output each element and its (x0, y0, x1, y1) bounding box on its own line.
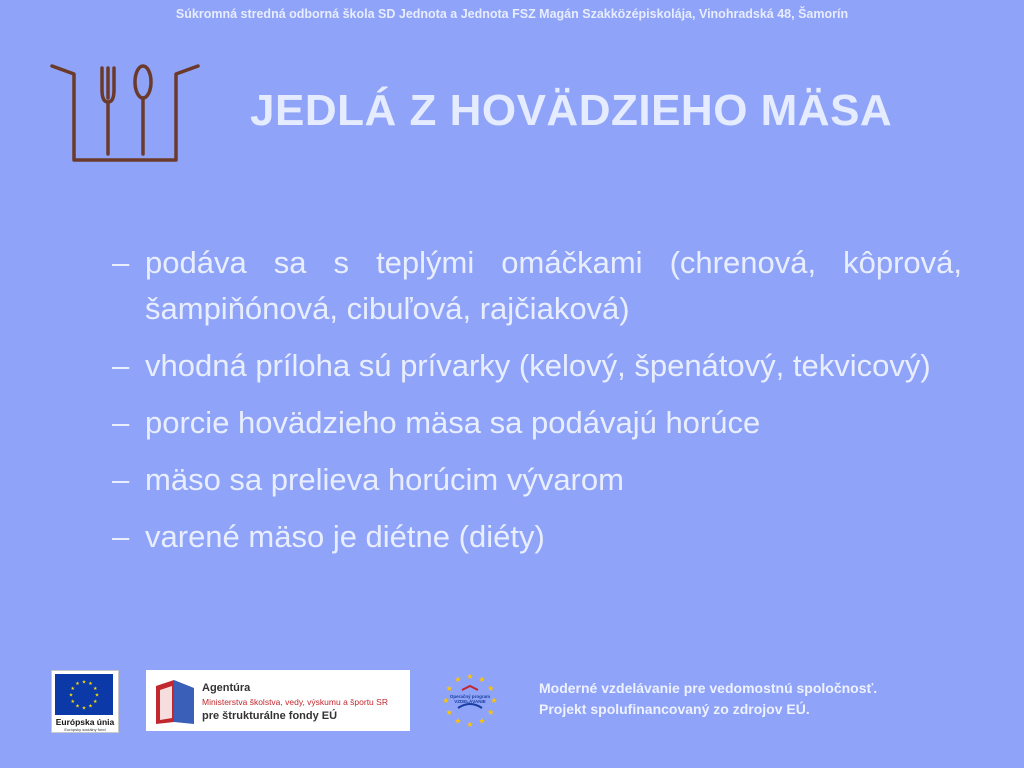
star-icon: ★ (70, 685, 75, 692)
bullet-item (112, 400, 962, 446)
star-icon: ★ (68, 692, 74, 699)
bullet-marker: – (112, 405, 130, 440)
bullet-text: vhodná príloha sú prívarky (kelový, špenátový, tekvicový) (145, 348, 931, 383)
star-icon: ★ (454, 716, 462, 726)
star-icon: ★ (75, 680, 80, 687)
star-icon: ★ (93, 685, 98, 692)
star-icon: ★ (93, 698, 98, 705)
star-icon: ★ (88, 680, 93, 687)
eu-logo (51, 670, 119, 733)
footer-line1: Moderné vzdelávanie pre vedomostnú spoločnosť. (539, 680, 878, 696)
star-icon: ★ (490, 695, 498, 705)
bullet-text: podáva sa s teplými omáčkami (chrenová, kôprová, šampiňónová, cibuľová, rajčiaková) (145, 245, 962, 326)
star-icon: ★ (442, 695, 450, 705)
agency-line2: Ministerstva školstva, vedy, výskumu a športu SR (202, 697, 388, 707)
star-icon: ★ (454, 675, 462, 685)
star-icon: ★ (81, 705, 87, 712)
agency-line1: Agentúra (202, 682, 251, 694)
bullet-item (112, 343, 962, 389)
bullet-list (112, 240, 962, 571)
op-label: Operačný program VZDELÁVANIE (449, 694, 491, 704)
star-icon: ★ (478, 675, 486, 685)
cutlery-pot-icon (50, 58, 200, 164)
star-icon: ★ (487, 683, 495, 693)
bullet-item (112, 240, 962, 332)
star-icon: ★ (94, 692, 100, 699)
star-icon: ★ (81, 679, 87, 686)
star-icon: ★ (445, 707, 453, 717)
footer-text (539, 678, 877, 720)
bullet-marker: – (112, 462, 130, 497)
footer-line2: Projekt spolufinancovaný zo zdrojov EÚ. (539, 701, 810, 717)
star-icon: ★ (487, 707, 495, 717)
eu-stars-icon (55, 674, 113, 715)
slide-title: JEDLÁ Z HOVÄDZIEHO MÄSA (250, 86, 893, 135)
agency-line3: pre štrukturálne fondy EÚ (202, 710, 338, 722)
star-icon: ★ (70, 698, 75, 705)
bullet-text: porcie hovädzieho mäsa sa podávajú horúce (145, 405, 761, 440)
bullet-text: mäso sa prelieva horúcim vývarom (145, 462, 624, 497)
star-icon: ★ (445, 683, 453, 693)
eu-sublabel: Európsky sociálny fond (64, 727, 106, 732)
star-icon: ★ (88, 703, 93, 710)
bullet-text: varené mäso je diétne (diéty) (145, 519, 545, 554)
star-icon: ★ (478, 716, 486, 726)
op-vzdelavanie-logo (440, 670, 500, 730)
star-icon: ★ (466, 719, 474, 729)
eu-flag-icon (55, 674, 113, 715)
bullet-item (112, 457, 962, 503)
bullet-marker: – (112, 348, 130, 383)
eu-label: Európska únia (55, 717, 115, 727)
bullet-item (112, 514, 962, 560)
star-icon: ★ (75, 703, 80, 710)
school-header: Súkromná stredná odborná škola SD Jednota a Jednota FSZ Magán Szakközépiskolája, Vinohradská 48, Šamorín (175, 7, 849, 21)
agency-logo (146, 670, 410, 731)
book-icon (152, 676, 198, 726)
star-icon: ★ (466, 671, 474, 681)
bullet-marker: – (112, 245, 130, 280)
bullet-marker: – (112, 519, 130, 554)
